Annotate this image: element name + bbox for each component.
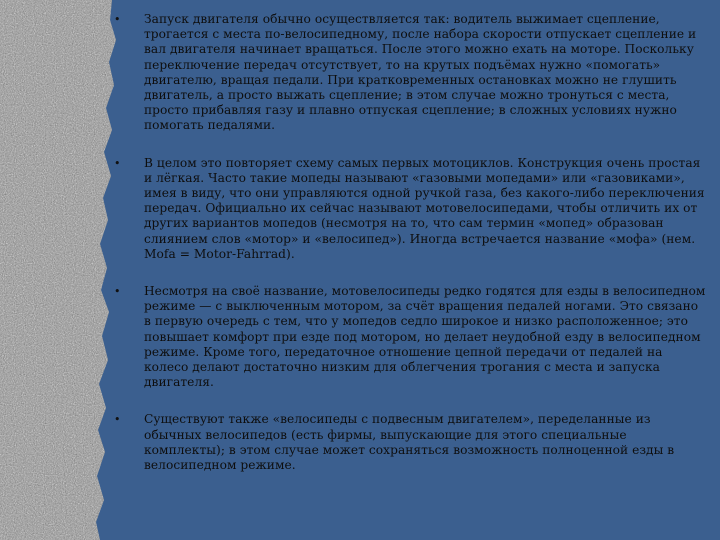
bullet-paragraph-kits bbox=[108, 412, 708, 473]
paragraph-text: В целом это повторяет схему самых первых мотоциклов. Конструкция очень простая и лёгкая. Часто такие мопеды называют «газовыми мопедами» или «газовиками», имея в виду, что они управляются одной ручкой газа, без какого-либо переключения передач. Официально их сейчас называют мотовелосипедами, чтобы отличить их от других вариантов мопедов (несмотря на то, что сам термин «мопед» образован слиянием слов «мотор» и «велосипед»). Иногда встречается название «мофа» (нем. Mofa = Motor-Fahrrad). bbox=[144, 155, 705, 261]
bullet-marker: • bbox=[114, 413, 121, 427]
bullet-marker: • bbox=[114, 285, 121, 299]
paragraph-text: Несмотря на своё название, мотовелосипеды редко годятся для езды в велосипедном режиме — с выключенным мотором, за счёт вращения педалей ногами. Это связано в первую очередь с тем, что у мопедов седло широкое и низко расположенное; это повышает комфорт при езде под мотором, но делает неудобной езду в велосипедном режиме. Кроме того, передаточное отношение цепной передачи от педалей на колесо делают достаточно низким для облегчения трогания с места и запуска двигателя. bbox=[144, 284, 706, 390]
bullet-paragraph-history bbox=[108, 156, 708, 262]
bullet-paragraph-pedaling bbox=[108, 284, 708, 390]
paragraph-text: Существуют также «велосипеды с подвесным двигателем», переделанные из обычных велосипедов (есть фирмы, выпускающие для этого специальные комплекты); в этом случае может сохраняться возможность полноценной езды в велосипедном режиме. bbox=[144, 412, 675, 473]
paragraph-text: Запуск двигателя обычно осуществляется так: водитель выжимает сцепление, трогается с места по-велосипедному, после набора скорости отпускает сцепление и вал двигателя начинает вращаться. После этого можно ехать на моторе. Поскольку переключение передач отсутствует, то на крутых подъёмах нужно «помогать» двигателю, вращая педали. При кратковременных остановках можно не глушить двигатель, а просто выжать сцепление; в этом случае можно тронуться с места, просто прибавляя газу и плавно отпуская сцепление; в сложных условиях нужно помогать педалями. bbox=[144, 12, 697, 133]
bullet-marker: • bbox=[114, 156, 121, 170]
bullet-list bbox=[108, 12, 708, 495]
bullet-marker: • bbox=[114, 13, 121, 26]
bullet-paragraph-engine-start bbox=[108, 12, 708, 134]
